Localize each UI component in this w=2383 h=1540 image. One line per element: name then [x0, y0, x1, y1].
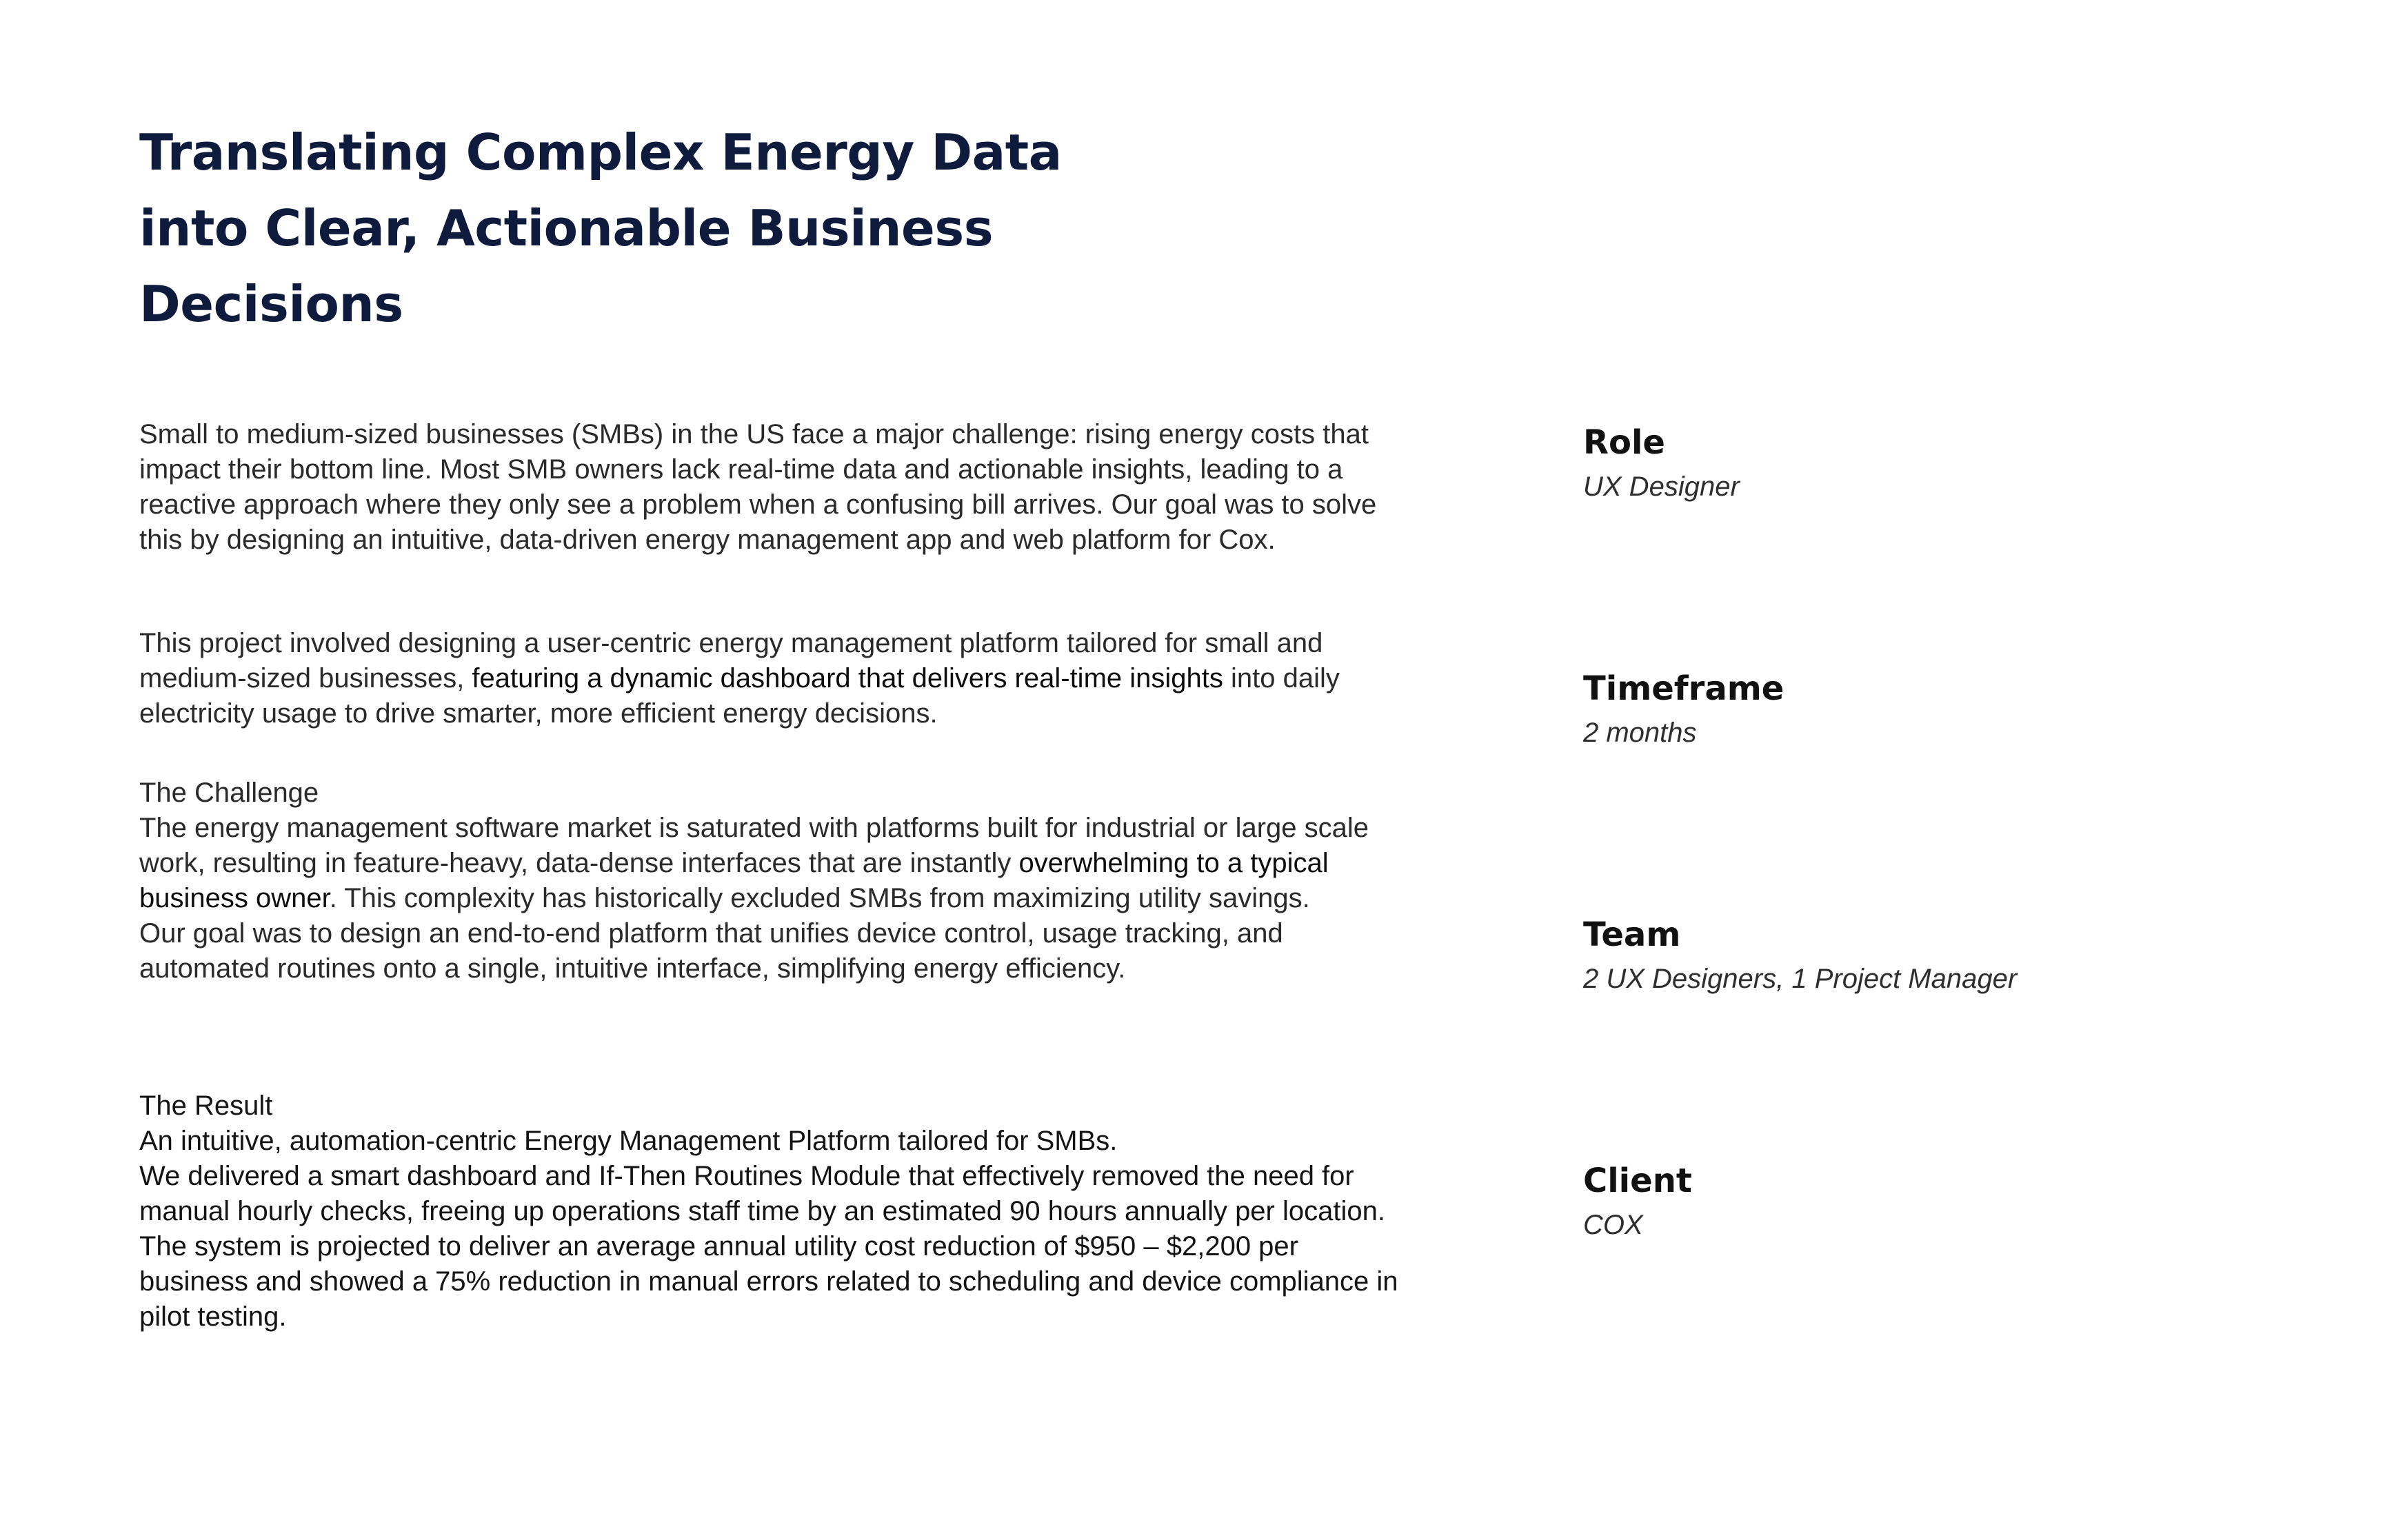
intro-paragraph: Small to medium-sized businesses (SMBs) in the US face a major challenge: rising energy costs that impact their bottom line. Most SMB owners lack real-time data and actionable insights, leading to a reactive approach where they only see a problem when a confusing bill arrives. Our goal was to solve this by designing an intuitive, data-driven energy management app and web platform for Cox.	[139, 419, 1377, 555]
result-details: We delivered a smart dashboard and If-Then Routines Module that effectively removed the need for manual hourly checks, freeing up operations staff time by an estimated 90 hours annually per location. The system is projected to deliver an average annual utility cost reduction of $950 – $2,200 per business and showed a 75% reduction in manual errors related to scheduling and device compliance in pilot testing.	[139, 1161, 1398, 1332]
meta-role-value: UX Designer	[1583, 472, 1740, 502]
meta-team	[1583, 913, 2273, 997]
project-description-start: This project involved designing a user-centric energy management platform tailored for small and medium-sized businesses,	[139, 628, 1323, 693]
challenge-heading: The Challenge	[139, 778, 319, 808]
meta-timeframe	[1583, 667, 2273, 751]
meta-team-label: Team	[1583, 915, 1681, 954]
meta-role	[1583, 421, 2273, 505]
challenge-text-start: The energy management software market is saturated with platforms built for industrial or large scale work, resulting in feature-heavy, data-dense interfaces that are instantly	[139, 813, 1369, 878]
challenge-section	[139, 776, 1408, 986]
project-description-highlight: featuring a dynamic dashboard that delivers real-time insights	[472, 663, 1223, 693]
meta-client-value: COX	[1583, 1210, 1643, 1240]
result-summary: An intuitive, automation-centric Energy Management Platform tailored for SMBs.	[139, 1126, 1118, 1156]
meta-client	[1583, 1159, 2273, 1243]
meta-timeframe-value: 2 months	[1583, 718, 1697, 748]
page-title: Translating Complex Energy Data into Clear, Actionable Business Decisions	[139, 123, 1062, 333]
challenge-goal: Our goal was to design an end-to-end platform that unifies device control, usage tracking, and automated routines onto a single, intuitive interface, simplifying energy efficiency.	[139, 918, 1283, 984]
meta-team-value: 2 UX Designers, 1 Project Manager	[1583, 964, 2018, 994]
challenge-text-end: . This complexity has historically excluded SMBs from maximizing utility savings.	[329, 883, 1310, 913]
project-description	[139, 626, 1408, 731]
meta-role-label: Role	[1583, 423, 1665, 462]
meta-client-label: Client	[1583, 1162, 1692, 1200]
challenge-text	[139, 811, 1408, 916]
result-section	[139, 1088, 1408, 1335]
challenge-text-highlight: overwhelming to a typical business owner	[139, 848, 1329, 913]
project-description-end: into daily electricity usage to drive smarter, more efficient energy decisions.	[139, 663, 1340, 729]
result-heading: The Result	[139, 1091, 273, 1121]
meta-timeframe-label: Timeframe	[1583, 669, 1784, 708]
